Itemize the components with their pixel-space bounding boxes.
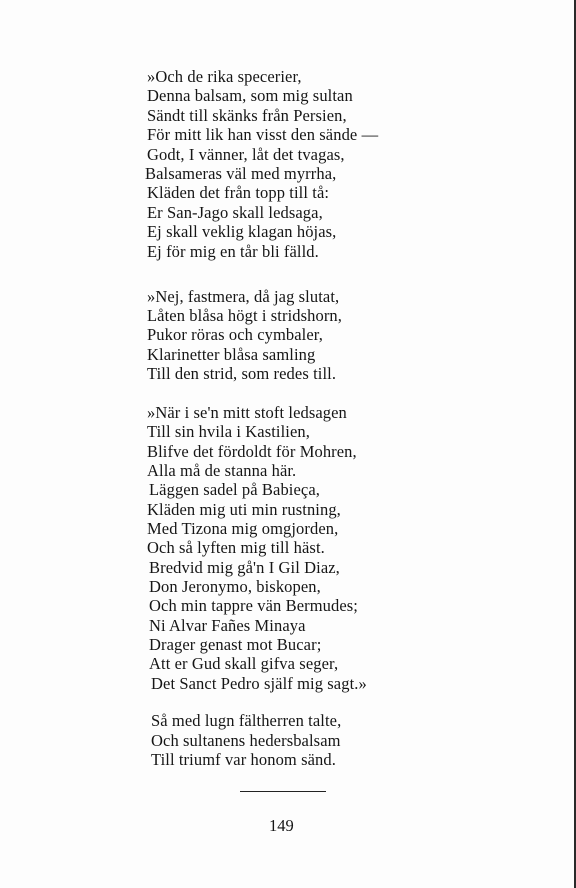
poem-line <box>0 164 576 183</box>
poem-line-text: Och min tappre vän Bermudes; <box>149 596 358 616</box>
poem-line <box>0 422 576 441</box>
poem-line <box>0 558 576 577</box>
poem-line <box>0 67 576 86</box>
poem-line-text: Bredvid mig gå'n I Gil Diaz, <box>149 557 340 577</box>
poem-line <box>0 674 576 693</box>
poem-line-text: Klarinetter blåsa samling <box>147 344 316 364</box>
poem-line-text: Och sultanens hedersbalsam <box>151 730 341 750</box>
stanza <box>0 711 576 770</box>
poem-line-text: »När i se'n mitt stoft ledsagen <box>147 403 347 422</box>
poem-line-text: Ej skall veklig klagan höjas, <box>147 222 337 242</box>
poem-line-text: För mitt lik han visst den sände — <box>147 125 379 145</box>
poem-line <box>0 480 576 499</box>
poem-line <box>0 287 576 306</box>
poem-line-text: Balsameras väl med myrrha, <box>145 163 337 183</box>
poem-line-text: Kläden det från topp till tå: <box>147 183 330 203</box>
poem-line <box>0 306 576 325</box>
stanza <box>0 67 576 261</box>
divider-rule <box>240 791 326 792</box>
poem-line <box>0 183 576 202</box>
poem-line <box>0 403 576 422</box>
poem-line-text: Sändt till skänks från Persien, <box>147 105 347 125</box>
poem-line <box>0 222 576 241</box>
poem-line-text: »Nej, fastmera, då jag slutat, <box>147 287 340 306</box>
poem-line-text: Pukor röras och cymbaler, <box>147 325 323 345</box>
poem-line <box>0 577 576 596</box>
poem-line-text: Det Sanct Pedro själf mig sagt.» <box>151 673 367 693</box>
poem-line <box>0 731 576 751</box>
poem-line <box>0 345 576 364</box>
poem-line-text: Och så lyften mig till häst. <box>147 538 325 558</box>
poem-line-text: »Och de rika specerier, <box>147 67 302 86</box>
poem-line-text: Ni Alvar Fañes Minaya <box>149 615 306 635</box>
poem-line <box>0 750 576 770</box>
poem-line-text: Er San-Jago skall ledsaga, <box>147 202 323 222</box>
poem-line <box>0 442 576 461</box>
poem-line <box>0 519 576 538</box>
poem-line-text: Drager genast mot Bucar; <box>149 635 322 655</box>
poem-line-text: Till den strid, som redes till. <box>147 363 337 383</box>
poem-line-text: Kläden mig uti min rustning, <box>147 499 341 519</box>
poem-line <box>0 125 576 144</box>
poem-line <box>0 461 576 480</box>
poem-line-text: Läggen sadel på Babieça, <box>149 480 320 500</box>
poem-line <box>0 616 576 635</box>
poem-line-text: Blifve det fördoldt för Mohren, <box>147 441 357 461</box>
poem-line <box>0 654 576 673</box>
page-number-text: 149 <box>269 816 294 835</box>
poem-line <box>0 538 576 557</box>
poem-line-text: Ej för mig en tår bli fälld. <box>147 241 319 261</box>
poem-line-text: Till sin hvila i Kastilien, <box>147 422 310 442</box>
poem-line <box>0 711 576 731</box>
poem-line <box>0 596 576 615</box>
poem-line <box>0 145 576 164</box>
poem-line-text: Låten blåsa högt i stridshorn, <box>147 306 343 326</box>
poem-line-text: Så med lugn fältherren talte, <box>151 711 342 730</box>
poem-line-text: Alla må de stanna här. <box>147 461 297 481</box>
poem-line-text: Att er Gud skall gifva seger, <box>149 654 339 674</box>
stanza <box>0 287 576 383</box>
poem-line-text: Godt, I vänner, låt det tvagas, <box>147 144 345 164</box>
poem-line <box>0 242 576 261</box>
poem-line <box>0 325 576 344</box>
stanza <box>0 403 576 693</box>
poem-line-text: Don Jeronymo, biskopen, <box>149 577 321 597</box>
poem-line-text: Denna balsam, som mig sultan <box>147 86 353 106</box>
poem-line <box>0 500 576 519</box>
poem-line <box>0 635 576 654</box>
poem-line <box>0 106 576 125</box>
poem-line <box>0 364 576 383</box>
poem-line <box>0 203 576 222</box>
poem-line-text: Till triumf var honom sänd. <box>151 750 336 769</box>
poem-line-text: Med Tizona mig omgjorden, <box>147 519 339 539</box>
poem-line <box>0 86 576 105</box>
